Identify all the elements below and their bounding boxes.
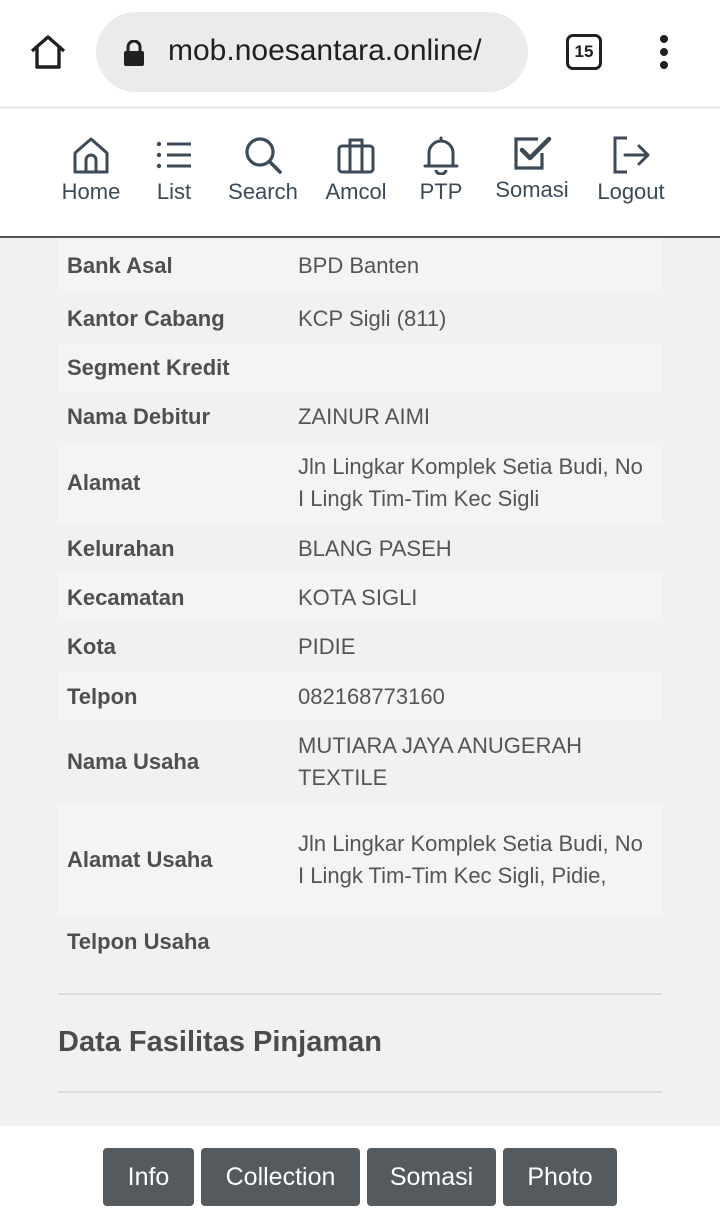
section-title: Data Fasilitas Pinjaman [58, 1026, 382, 1058]
detail-value: PIDIE [298, 634, 356, 659]
detail-key: Kantor Cabang [67, 305, 225, 331]
photo-button[interactable]: Photo [503, 1148, 617, 1206]
detail-value: BLANG PASEH [298, 535, 452, 561]
debtor-detail-table [58, 238, 662, 967]
detail-row-telpon [58, 672, 662, 721]
info-button[interactable]: Info [103, 1148, 194, 1206]
logout-icon [611, 135, 651, 175]
detail-value: BPD Banten [298, 253, 420, 278]
detail-key: Telpon [67, 683, 138, 709]
section-divider-top [58, 993, 662, 995]
detail-key: Telpon Usaha [67, 929, 210, 954]
nav-list[interactable] [146, 135, 202, 205]
somasi-button[interactable]: Somasi [367, 1148, 496, 1206]
detail-key: Kota [67, 634, 116, 659]
nav-home-label: Home [61, 179, 121, 204]
nav-list-label: List [156, 179, 192, 204]
detail-row-segment-kredit [58, 343, 662, 392]
nav-logout-label: Logout [597, 179, 665, 204]
address-bar[interactable] [96, 12, 528, 92]
detail-key: Kelurahan [67, 535, 175, 561]
nav-logout[interactable] [592, 135, 670, 205]
bell-icon [421, 135, 461, 175]
detail-key: Segment Kredit [67, 354, 230, 380]
detail-row-nama-usaha [58, 721, 662, 803]
detail-row-telpon-usaha [58, 917, 662, 967]
nav-somasi-label: Somasi [495, 177, 569, 202]
nav-search[interactable] [222, 135, 304, 205]
app-navbar [0, 109, 720, 238]
detail-row-nama-debitur [58, 392, 662, 442]
detail-value: KCP Sigli (811) [298, 305, 447, 331]
detail-row-alamat [58, 442, 662, 524]
detail-key: Nama Debitur [67, 404, 211, 429]
detail-value: ZAINUR AIMI [298, 404, 431, 429]
list-icon [154, 135, 194, 175]
detail-key: Alamat Usaha [67, 847, 213, 872]
detail-row-kota [58, 622, 662, 672]
briefcase-icon [336, 135, 376, 175]
browser-toolbar [0, 0, 720, 108]
detail-value: 082168773160 [298, 683, 445, 709]
detail-value: Jln Lingkar Komplek Setia Budi, No I Lingk Tim-Tim Kec Sigli [298, 454, 643, 511]
nav-ptp-label: PTP [419, 179, 463, 204]
url-text: mob.noesantara.online/ [168, 34, 482, 67]
home-icon [71, 135, 111, 175]
detail-row-kantor-cabang [58, 294, 662, 343]
detail-row-bank-asal [58, 238, 662, 294]
tab-switcher-button[interactable]: 15 [566, 34, 602, 70]
nav-ptp[interactable] [414, 135, 468, 205]
detail-key: Bank Asal [67, 253, 173, 278]
detail-row-kelurahan [58, 524, 662, 573]
detail-key: Nama Usaha [67, 749, 200, 774]
bottom-action-bar [0, 1126, 720, 1228]
check-square-icon [512, 133, 552, 173]
nav-home[interactable] [58, 135, 124, 205]
detail-key: Alamat [67, 470, 141, 495]
detail-value: Jln Lingkar Komplek Setia Budi, No I Lingk Tim-Tim Kec Sigli, Pidie, [298, 831, 643, 888]
lock-icon [122, 40, 146, 66]
collection-button[interactable]: Collection [201, 1148, 360, 1206]
detail-row-alamat-usaha [58, 803, 662, 917]
nav-amcol-label: Amcol [325, 179, 387, 204]
nav-amcol[interactable] [320, 135, 392, 205]
browser-home-icon[interactable] [28, 32, 68, 72]
nav-somasi[interactable] [490, 133, 574, 203]
detail-value: MUTIARA JAYA ANUGERAH TEXTILE [298, 733, 583, 790]
nav-search-label: Search [228, 179, 298, 204]
detail-row-kecamatan [58, 573, 662, 622]
search-icon [243, 135, 283, 175]
section-divider-bottom [58, 1091, 662, 1093]
detail-key: Kecamatan [67, 584, 185, 610]
detail-value: KOTA SIGLI [298, 584, 418, 610]
more-options-icon[interactable] [650, 34, 678, 70]
